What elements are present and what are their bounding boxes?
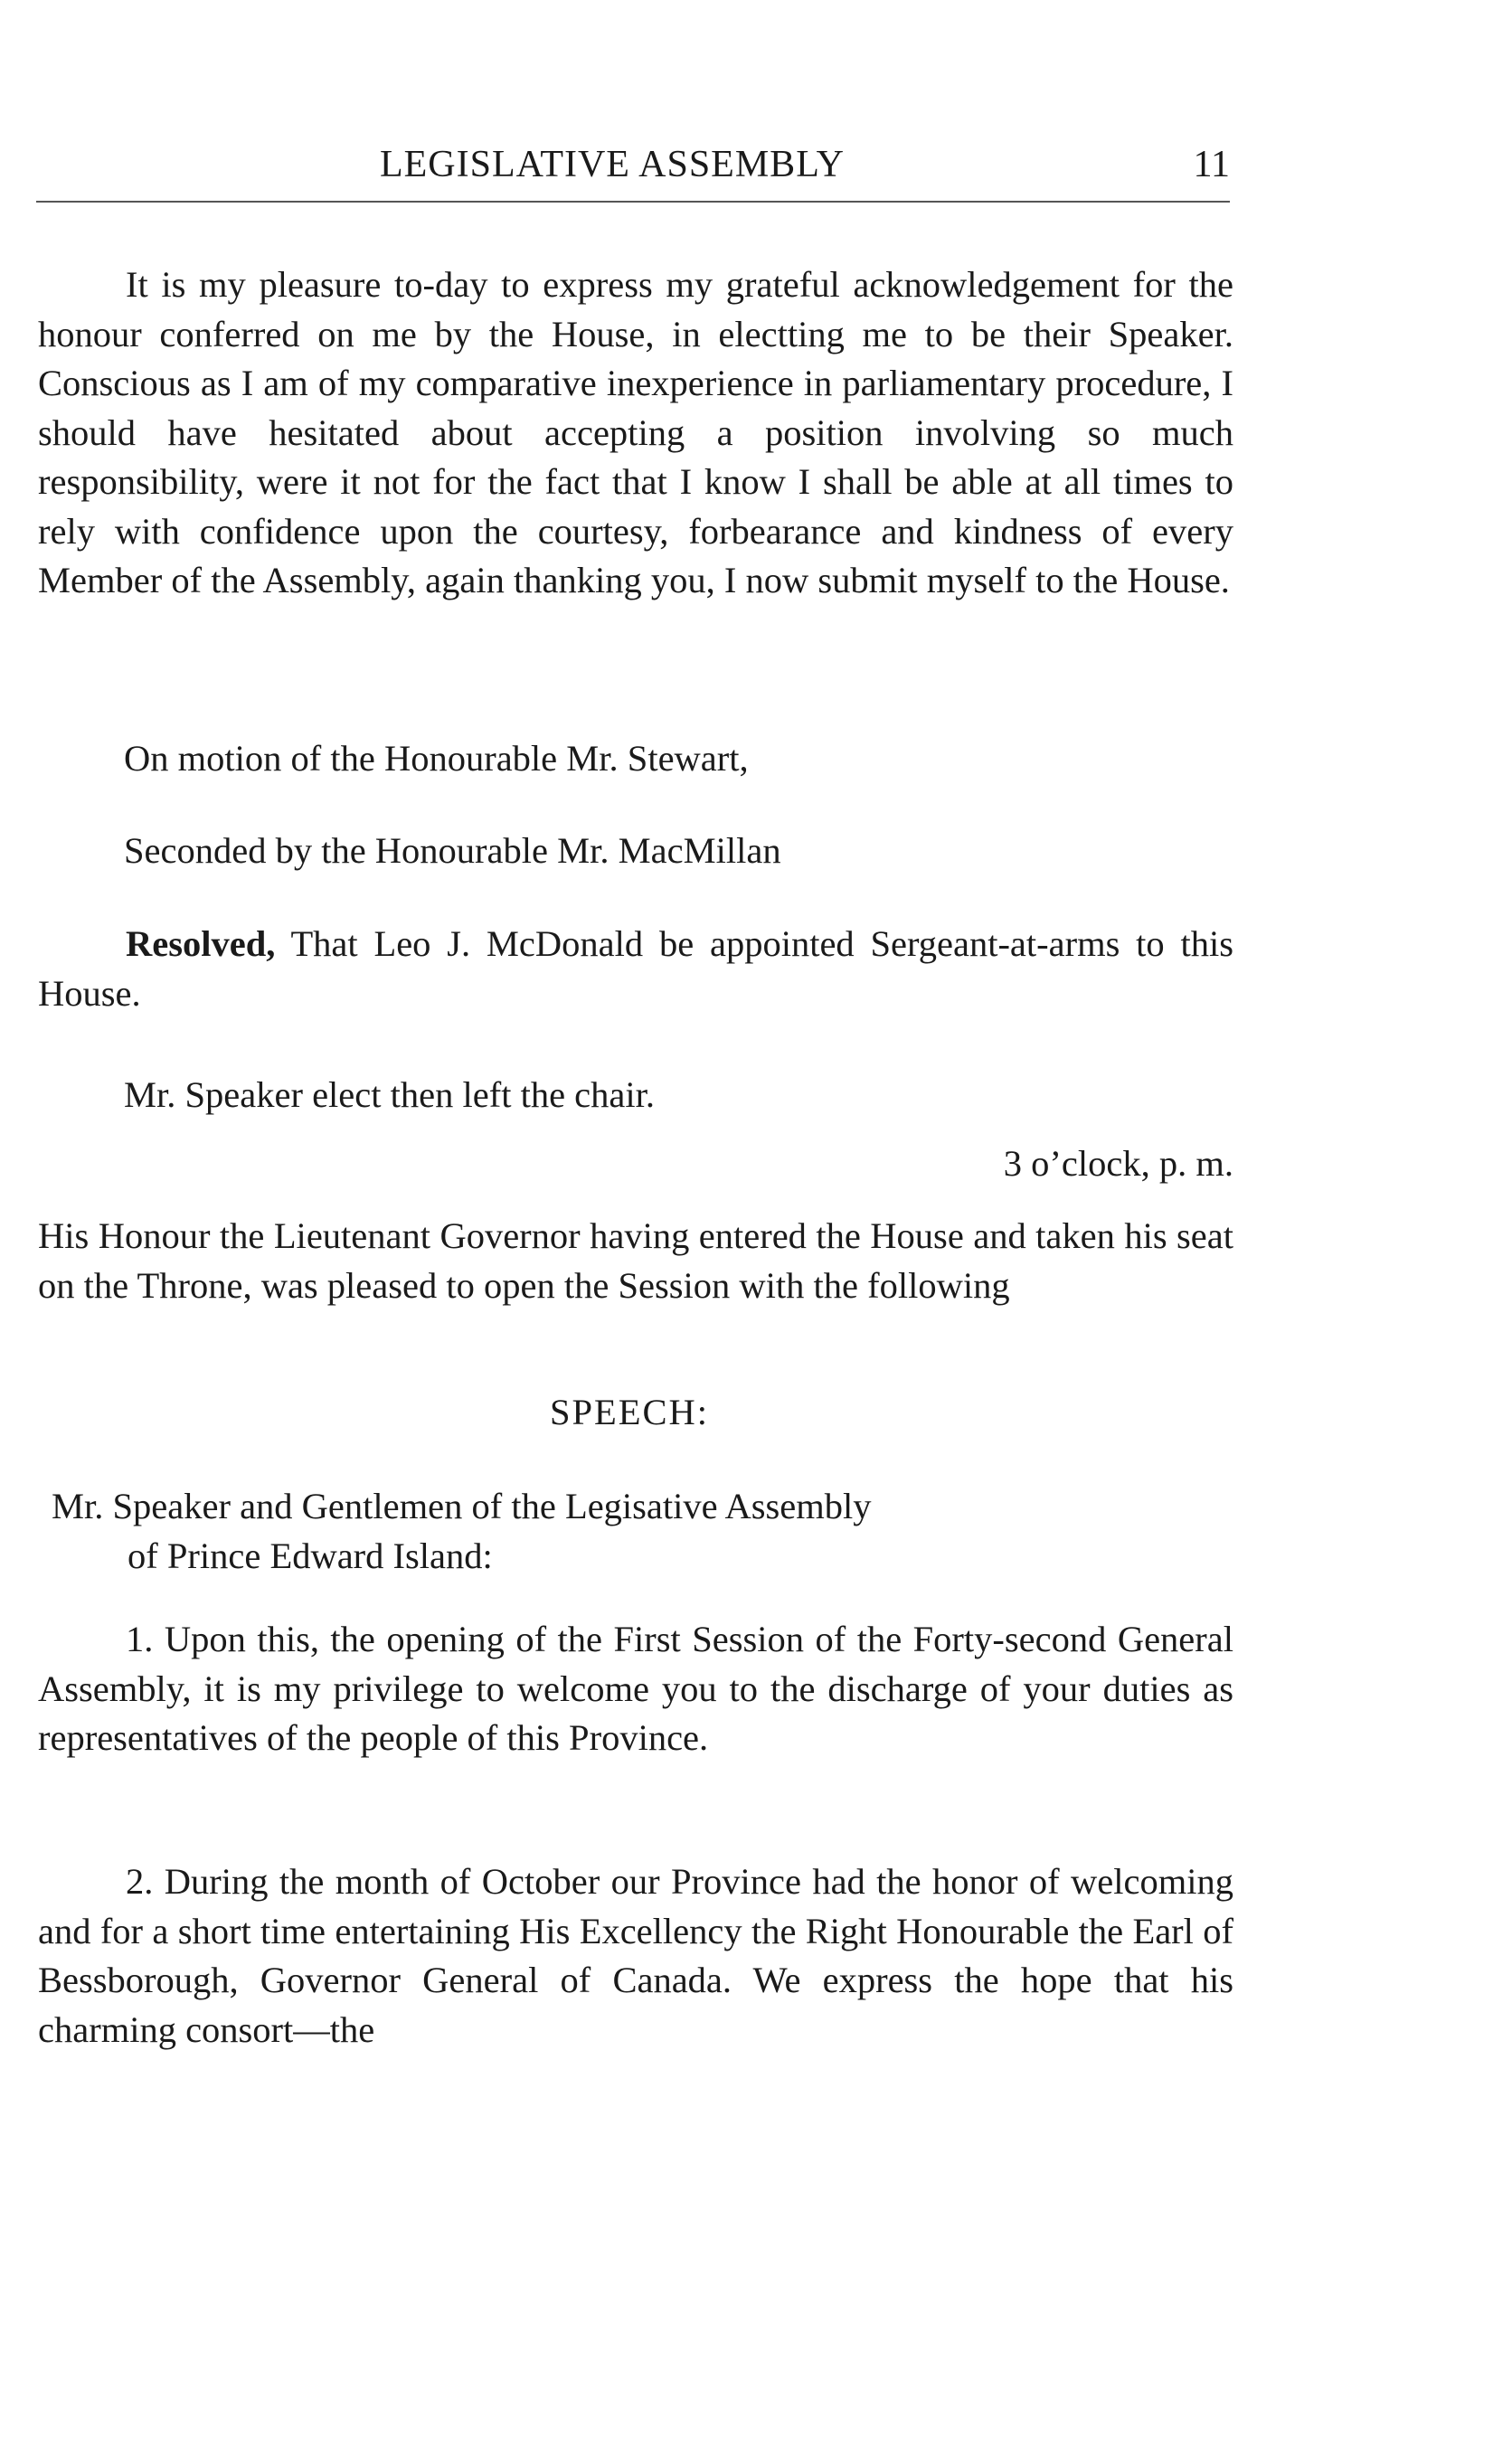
- resolved-label: Resolved,: [126, 923, 276, 964]
- page-number: 11: [1193, 144, 1230, 185]
- speech-addressee: [52, 1481, 872, 1581]
- paragraph-speaker-address: It is my pleasure to-day to express my grateful acknowledgement for the honour conferred on me by the House, in electting me to be their Speaker. Conscious as I am of my comparative inexperience in parliamentary procedure, I should have hesitated about accepting a position involving so much responsibility, were it not for the fact that I know I shall be able at all times to rely with confidence upon the courtesy, forbearance and kindness of every Member of the Assembly, again thanking you, I now submit myself to the House.: [38, 264, 1233, 600]
- addressee-line-2: of Prince Edward Island:: [128, 1535, 493, 1576]
- paragraph-seconded: Seconded by the Honourable Mr. MacMillan: [124, 830, 781, 871]
- paragraph-resolved: [38, 920, 1233, 1018]
- paragraph-speaker-left: Mr. Speaker elect then left the chair.: [124, 1074, 656, 1115]
- resolved-text: That Leo J. McDonald be appointed Sergeant-at-arms to this House.: [38, 923, 1233, 1014]
- paragraph-motion: On motion of the Honourable Mr. Stewart,: [124, 738, 749, 779]
- header-rule: [36, 201, 1230, 203]
- paragraph-item-1: 1. Upon this, the opening of the First Session of the Forty-second General Assembly, it is my privilege to welcome you to the discharge of your duties as representatives of the people of this Province.: [38, 1619, 1233, 1758]
- paragraph-item-2: 2. During the month of October our Province had the honor of welcoming and for a short time entertaining His Excellency the Right Honourable the Earl of Bessborough, Governor General of Canada. We express the hope that his charming consort—the: [38, 1861, 1233, 2050]
- time-line: 3 o’clock, p. m.: [1003, 1143, 1233, 1184]
- page-header: [36, 136, 1230, 204]
- running-head: LEGISLATIVE ASSEMBLY: [380, 144, 845, 185]
- addressee-line-1: Mr. Speaker and Gentlemen of the Legisative Assembly: [52, 1486, 872, 1526]
- paragraph-governor-entry: His Honour the Lieutenant Governor having entered the House and taken his seat on the Throne, was pleased to open the Session with the following: [38, 1215, 1233, 1306]
- speech-heading: SPEECH:: [550, 1392, 710, 1432]
